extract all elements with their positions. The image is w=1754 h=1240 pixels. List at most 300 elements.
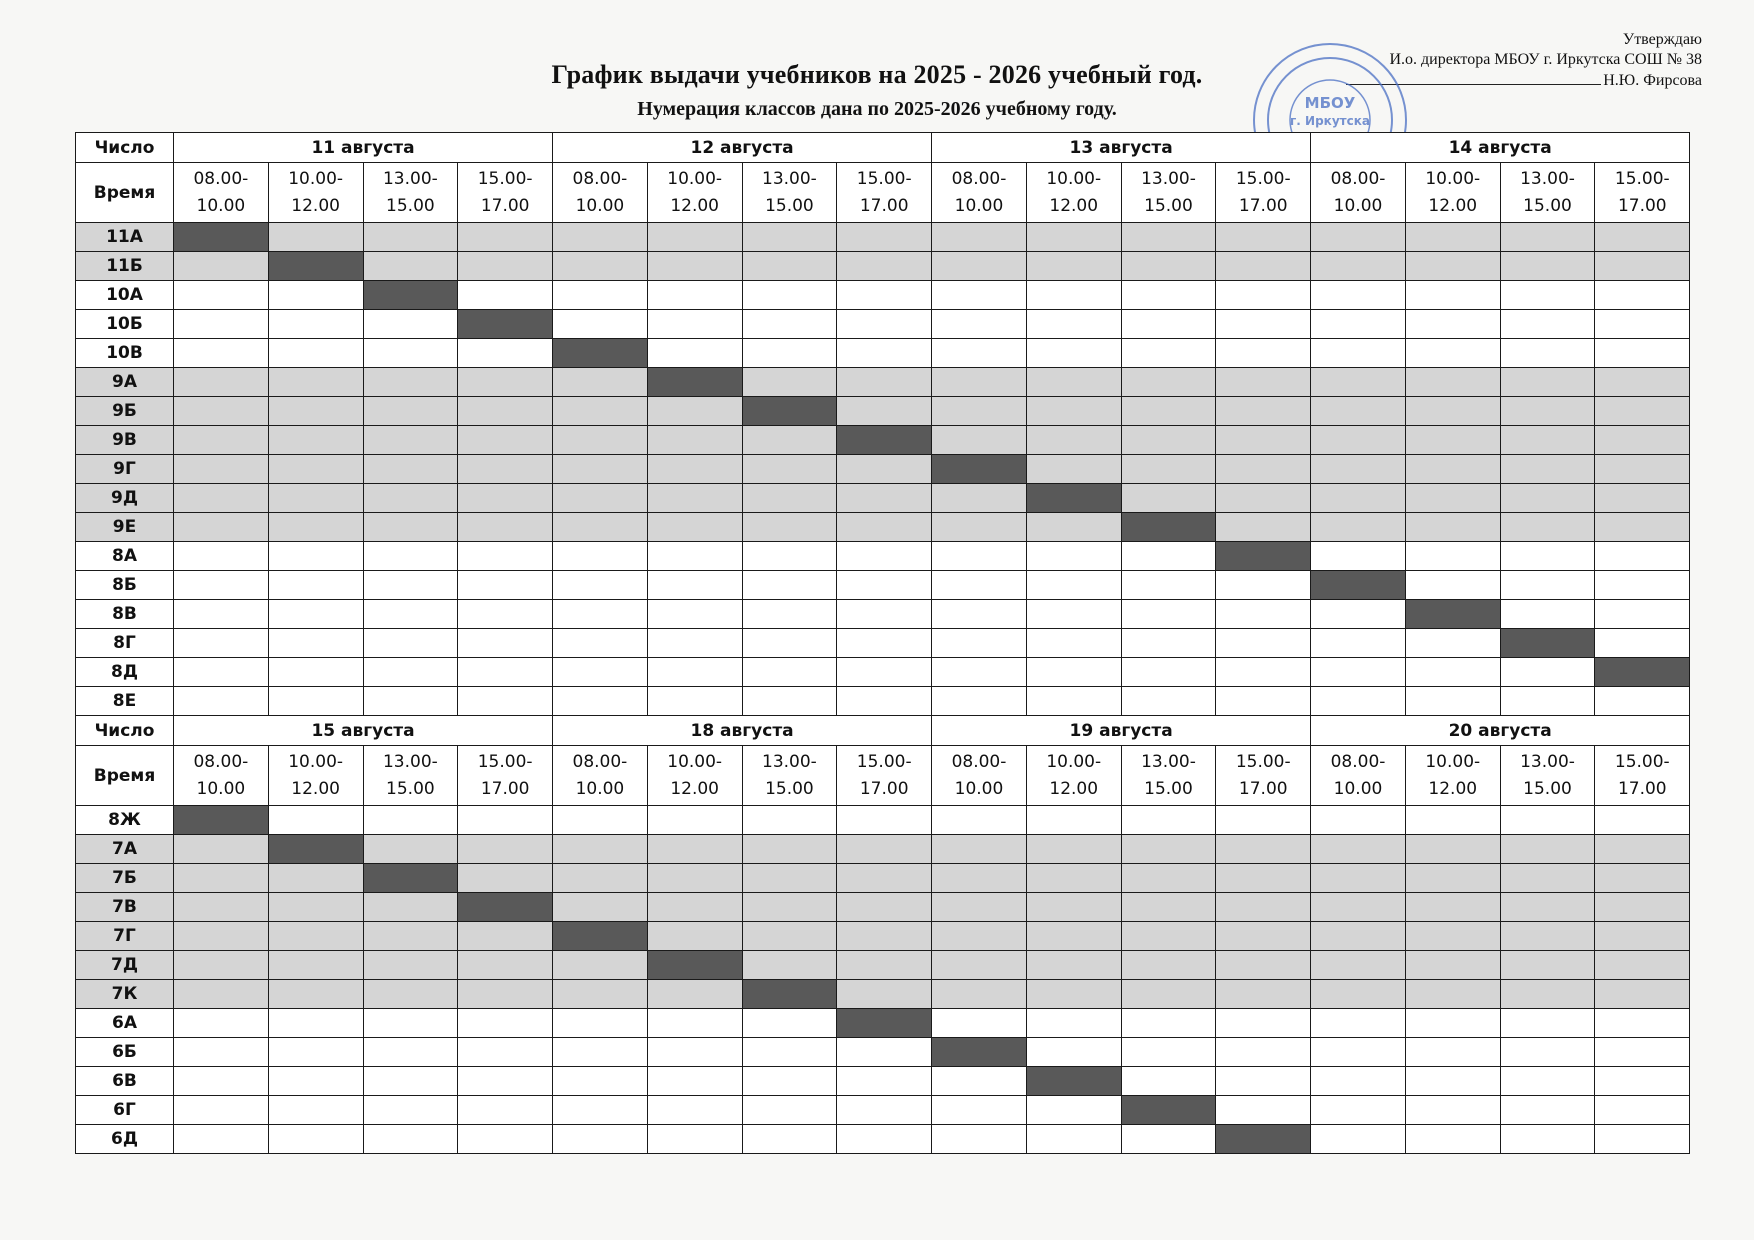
issue-slot-empty: [174, 397, 269, 426]
issue-slot-empty: [363, 1067, 458, 1096]
issue-slot-empty: [1405, 455, 1500, 484]
issue-slot-empty: [1500, 513, 1595, 542]
issue-slot-empty: [1405, 951, 1500, 980]
issue-slot-empty: [1405, 397, 1500, 426]
issue-slot-empty: [1405, 922, 1500, 951]
time-slot-end: 17.00: [1238, 195, 1288, 216]
issue-slot-empty: [1405, 1038, 1500, 1067]
time-slot-cell: [174, 746, 269, 806]
issue-slot-empty: [363, 980, 458, 1009]
issue-slot-empty: [458, 835, 553, 864]
issue-slot-filled: [1121, 1096, 1216, 1125]
time-slot-cell: [174, 163, 269, 223]
issue-slot-empty: [837, 252, 932, 281]
issue-slot-empty: [268, 806, 363, 835]
issue-slot-empty: [458, 339, 553, 368]
issue-slot-empty: [1595, 687, 1690, 716]
issue-slot-empty: [932, 339, 1027, 368]
time-slot-cell: [458, 746, 553, 806]
time-slot-start: 08.00-: [193, 168, 249, 189]
time-slot-start: 15.00-: [1235, 168, 1291, 189]
issue-slot-empty: [1026, 397, 1121, 426]
issue-slot-empty: [932, 252, 1027, 281]
issue-slot-empty: [458, 368, 553, 397]
time-slot-cell: [932, 163, 1027, 223]
issue-slot-empty: [553, 571, 648, 600]
issue-slot-empty: [553, 1067, 648, 1096]
issue-slot-empty: [553, 980, 648, 1009]
issue-slot-empty: [1026, 980, 1121, 1009]
issue-slot-empty: [1500, 223, 1595, 252]
class-row: [76, 426, 1690, 455]
issue-slot-empty: [1026, 455, 1121, 484]
issue-slot-empty: [553, 397, 648, 426]
issue-slot-empty: [553, 484, 648, 513]
issue-slot-empty: [742, 1096, 837, 1125]
time-slot-start: 15.00-: [477, 751, 533, 772]
issue-slot-empty: [1405, 368, 1500, 397]
issue-slot-empty: [932, 806, 1027, 835]
issue-slot-empty: [1595, 600, 1690, 629]
issue-slot-empty: [837, 600, 932, 629]
issue-slot-empty: [1500, 1067, 1595, 1096]
issue-slot-empty: [1595, 1009, 1690, 1038]
issue-slot-empty: [1216, 252, 1311, 281]
issue-slot-empty: [363, 368, 458, 397]
issue-slot-empty: [647, 281, 742, 310]
time-label: Время: [76, 746, 174, 806]
issue-slot-empty: [1026, 310, 1121, 339]
time-slot-start: 08.00-: [193, 751, 249, 772]
issue-slot-empty: [1121, 571, 1216, 600]
issue-slot-empty: [1026, 951, 1121, 980]
issue-slot-empty: [458, 513, 553, 542]
issue-slot-empty: [1595, 835, 1690, 864]
class-label: 6Б: [76, 1038, 174, 1067]
class-row: [76, 922, 1690, 951]
class-label: 6Д: [76, 1125, 174, 1154]
issue-slot-empty: [1216, 893, 1311, 922]
issue-slot-empty: [1026, 1096, 1121, 1125]
issue-slot-empty: [1311, 455, 1406, 484]
class-row: [76, 484, 1690, 513]
issue-slot-empty: [932, 629, 1027, 658]
class-row: [76, 252, 1690, 281]
issue-slot-empty: [363, 310, 458, 339]
issue-slot-empty: [837, 629, 932, 658]
issue-slot-empty: [363, 223, 458, 252]
issue-slot-empty: [1500, 980, 1595, 1009]
time-slot-end: 10.00: [196, 778, 246, 799]
issue-slot-empty: [174, 252, 269, 281]
issue-slot-empty: [1216, 397, 1311, 426]
issue-slot-empty: [932, 658, 1027, 687]
issue-slot-empty: [1311, 600, 1406, 629]
date-header-row: [76, 133, 1690, 163]
issue-slot-empty: [1595, 513, 1690, 542]
issue-slot-empty: [742, 542, 837, 571]
issue-slot-empty: [1311, 806, 1406, 835]
issue-slot-empty: [1595, 1038, 1690, 1067]
issue-slot-empty: [932, 542, 1027, 571]
issue-slot-filled: [553, 339, 648, 368]
issue-slot-empty: [932, 951, 1027, 980]
time-slot-cell: [837, 163, 932, 223]
issue-slot-empty: [268, 1125, 363, 1154]
time-slot-start: 10.00-: [667, 168, 723, 189]
issue-slot-empty: [363, 426, 458, 455]
issue-slot-empty: [174, 281, 269, 310]
issue-slot-empty: [458, 629, 553, 658]
issue-slot-empty: [1500, 571, 1595, 600]
issue-slot-empty: [1026, 223, 1121, 252]
issue-slot-empty: [363, 1009, 458, 1038]
issue-slot-empty: [363, 1038, 458, 1067]
issue-slot-empty: [647, 658, 742, 687]
issue-slot-empty: [1216, 223, 1311, 252]
class-label: 8В: [76, 600, 174, 629]
issue-slot-empty: [458, 922, 553, 951]
issue-slot-empty: [1026, 600, 1121, 629]
issue-slot-empty: [1405, 339, 1500, 368]
issue-slot-empty: [1595, 1096, 1690, 1125]
issue-slot-empty: [458, 571, 553, 600]
issue-slot-empty: [1595, 542, 1690, 571]
time-slot-end: 12.00: [1049, 778, 1099, 799]
issue-slot-empty: [1405, 1096, 1500, 1125]
issue-slot-empty: [553, 1125, 648, 1154]
issue-slot-empty: [647, 252, 742, 281]
class-label: 8А: [76, 542, 174, 571]
class-label: 8Д: [76, 658, 174, 687]
issue-slot-empty: [1500, 281, 1595, 310]
issue-slot-empty: [174, 484, 269, 513]
issue-slot-empty: [1595, 310, 1690, 339]
issue-slot-empty: [1500, 339, 1595, 368]
issue-slot-empty: [458, 1125, 553, 1154]
issue-slot-empty: [1311, 922, 1406, 951]
issue-slot-empty: [837, 687, 932, 716]
class-row: [76, 980, 1690, 1009]
issue-slot-empty: [1595, 980, 1690, 1009]
issue-slot-filled: [932, 1038, 1027, 1067]
issue-slot-empty: [1405, 281, 1500, 310]
issue-slot-empty: [647, 339, 742, 368]
issue-slot-empty: [1405, 893, 1500, 922]
issue-slot-empty: [174, 600, 269, 629]
issue-slot-empty: [647, 484, 742, 513]
date-cell: 11 августа: [174, 133, 553, 163]
issue-slot-empty: [837, 397, 932, 426]
issue-slot-empty: [174, 893, 269, 922]
issue-slot-empty: [553, 600, 648, 629]
issue-slot-empty: [174, 1067, 269, 1096]
issue-slot-empty: [1595, 951, 1690, 980]
issue-slot-empty: [458, 542, 553, 571]
date-header-row: [76, 716, 1690, 746]
issue-slot-empty: [742, 484, 837, 513]
issue-slot-empty: [268, 484, 363, 513]
time-slot-start: 10.00-: [1425, 751, 1481, 772]
issue-slot-empty: [1405, 1125, 1500, 1154]
issue-slot-filled: [837, 1009, 932, 1038]
issue-slot-empty: [932, 1067, 1027, 1096]
time-slot-start: 10.00-: [288, 751, 344, 772]
class-row: [76, 339, 1690, 368]
issue-slot-empty: [932, 980, 1027, 1009]
issue-slot-filled: [647, 951, 742, 980]
issue-slot-empty: [268, 397, 363, 426]
issue-slot-empty: [932, 513, 1027, 542]
issue-slot-empty: [647, 922, 742, 951]
issue-slot-empty: [1405, 1067, 1500, 1096]
issue-slot-empty: [1595, 281, 1690, 310]
time-slot-cell: [647, 163, 742, 223]
issue-slot-filled: [268, 252, 363, 281]
issue-slot-empty: [837, 893, 932, 922]
issue-slot-empty: [553, 687, 648, 716]
issue-slot-empty: [932, 368, 1027, 397]
issue-slot-empty: [268, 542, 363, 571]
issue-slot-empty: [1216, 1038, 1311, 1067]
time-slot-start: 15.00-: [477, 168, 533, 189]
issue-slot-empty: [1405, 426, 1500, 455]
issue-slot-empty: [1405, 629, 1500, 658]
issue-slot-empty: [553, 368, 648, 397]
time-slot-cell: [1595, 163, 1690, 223]
issue-slot-empty: [1121, 1067, 1216, 1096]
issue-slot-empty: [174, 864, 269, 893]
issue-slot-empty: [742, 951, 837, 980]
issue-slot-filled: [932, 455, 1027, 484]
issue-slot-empty: [363, 339, 458, 368]
issue-slot-empty: [742, 426, 837, 455]
issue-slot-empty: [837, 1067, 932, 1096]
issue-slot-empty: [1121, 1038, 1216, 1067]
date-cell: 20 августа: [1311, 716, 1690, 746]
class-label: 8Г: [76, 629, 174, 658]
issue-slot-empty: [1216, 1096, 1311, 1125]
issue-slot-empty: [1595, 455, 1690, 484]
issue-slot-empty: [1216, 951, 1311, 980]
time-slot-end: 12.00: [1428, 778, 1478, 799]
issue-slot-empty: [1121, 426, 1216, 455]
issue-slot-empty: [647, 893, 742, 922]
issue-slot-empty: [1595, 806, 1690, 835]
issue-slot-empty: [932, 687, 1027, 716]
issue-slot-empty: [1405, 484, 1500, 513]
issue-slot-empty: [1500, 658, 1595, 687]
issue-slot-filled: [1216, 542, 1311, 571]
issue-slot-empty: [1026, 339, 1121, 368]
time-slot-cell: [1311, 163, 1406, 223]
class-row: [76, 806, 1690, 835]
issue-slot-empty: [458, 455, 553, 484]
issue-slot-empty: [647, 223, 742, 252]
issue-slot-empty: [1216, 484, 1311, 513]
issue-slot-empty: [1121, 252, 1216, 281]
issue-slot-empty: [1121, 223, 1216, 252]
issue-slot-empty: [647, 864, 742, 893]
issue-slot-empty: [1216, 1009, 1311, 1038]
issue-slot-empty: [1500, 368, 1595, 397]
issue-slot-empty: [1216, 426, 1311, 455]
issue-slot-empty: [932, 397, 1027, 426]
class-row: [76, 893, 1690, 922]
issue-slot-empty: [932, 426, 1027, 455]
issue-slot-empty: [1026, 252, 1121, 281]
issue-slot-empty: [363, 922, 458, 951]
time-slot-end: 10.00: [575, 195, 625, 216]
time-slot-cell: [553, 163, 648, 223]
time-header-row: [76, 746, 1690, 806]
time-slot-start: 13.00-: [762, 168, 817, 189]
issue-slot-empty: [174, 426, 269, 455]
time-slot-cell: [1026, 163, 1121, 223]
issue-slot-empty: [1026, 629, 1121, 658]
issue-slot-empty: [1311, 864, 1406, 893]
issue-slot-empty: [742, 629, 837, 658]
issue-slot-empty: [458, 1096, 553, 1125]
time-slot-start: 15.00-: [1235, 751, 1291, 772]
time-slot-cell: [553, 746, 648, 806]
issue-slot-empty: [268, 629, 363, 658]
issue-slot-empty: [742, 223, 837, 252]
time-slot-start: 10.00-: [1425, 168, 1481, 189]
issue-slot-filled: [363, 864, 458, 893]
issue-slot-empty: [1216, 629, 1311, 658]
issue-slot-empty: [837, 980, 932, 1009]
class-row: [76, 1125, 1690, 1154]
issue-slot-empty: [174, 339, 269, 368]
issue-slot-empty: [1121, 1125, 1216, 1154]
issue-slot-empty: [553, 1009, 648, 1038]
class-row: [76, 542, 1690, 571]
issue-slot-empty: [837, 1038, 932, 1067]
date-label: Число: [76, 716, 174, 746]
issue-slot-empty: [174, 922, 269, 951]
issue-slot-empty: [363, 542, 458, 571]
issue-slot-empty: [1121, 864, 1216, 893]
class-label: 9Г: [76, 455, 174, 484]
issue-slot-empty: [932, 864, 1027, 893]
time-slot-cell: [1405, 163, 1500, 223]
issue-slot-empty: [932, 1096, 1027, 1125]
issue-slot-empty: [553, 310, 648, 339]
issue-slot-empty: [174, 687, 269, 716]
class-row: [76, 310, 1690, 339]
issue-slot-empty: [647, 571, 742, 600]
issue-slot-filled: [1500, 629, 1595, 658]
time-slot-end: 17.00: [480, 195, 530, 216]
issue-slot-empty: [1026, 426, 1121, 455]
issue-slot-empty: [458, 864, 553, 893]
issue-slot-empty: [1500, 1038, 1595, 1067]
time-slot-start: 13.00-: [1520, 751, 1575, 772]
issue-slot-empty: [458, 806, 553, 835]
issue-slot-filled: [1595, 658, 1690, 687]
issue-slot-empty: [1405, 1009, 1500, 1038]
issue-slot-empty: [458, 252, 553, 281]
issue-slot-empty: [268, 1096, 363, 1125]
issue-slot-empty: [1026, 1125, 1121, 1154]
time-slot-cell: [1595, 746, 1690, 806]
issue-slot-empty: [742, 1125, 837, 1154]
issue-slot-empty: [1311, 310, 1406, 339]
issue-slot-empty: [268, 922, 363, 951]
issue-slot-empty: [1026, 864, 1121, 893]
time-slot-end: 10.00: [1333, 195, 1383, 216]
issue-slot-empty: [268, 1009, 363, 1038]
issue-slot-empty: [363, 806, 458, 835]
time-slot-cell: [268, 163, 363, 223]
class-label: 6В: [76, 1067, 174, 1096]
issue-slot-empty: [837, 542, 932, 571]
issue-slot-empty: [1500, 542, 1595, 571]
time-slot-cell: [363, 746, 458, 806]
issue-slot-empty: [1311, 281, 1406, 310]
class-row: [76, 455, 1690, 484]
issue-slot-empty: [1026, 281, 1121, 310]
issue-slot-empty: [553, 1096, 648, 1125]
class-label: 9Б: [76, 397, 174, 426]
issue-slot-empty: [932, 893, 1027, 922]
issue-slot-empty: [1405, 806, 1500, 835]
class-label: 6А: [76, 1009, 174, 1038]
time-slot-end: 17.00: [859, 778, 909, 799]
issue-slot-empty: [1216, 806, 1311, 835]
issue-slot-empty: [1500, 455, 1595, 484]
issue-slot-filled: [1026, 1067, 1121, 1096]
issue-slot-empty: [1121, 368, 1216, 397]
time-slot-cell: [1500, 746, 1595, 806]
time-slot-end: 17.00: [1617, 778, 1667, 799]
class-label: 8Б: [76, 571, 174, 600]
time-slot-end: 17.00: [480, 778, 530, 799]
issue-slot-empty: [1500, 484, 1595, 513]
issue-slot-empty: [268, 426, 363, 455]
issue-slot-empty: [1216, 600, 1311, 629]
issue-slot-empty: [268, 1067, 363, 1096]
issue-slot-filled: [458, 310, 553, 339]
issue-slot-empty: [1595, 893, 1690, 922]
issue-slot-empty: [363, 687, 458, 716]
issue-slot-empty: [363, 893, 458, 922]
issue-slot-empty: [458, 223, 553, 252]
class-row: [76, 835, 1690, 864]
issue-slot-empty: [268, 864, 363, 893]
issue-slot-empty: [174, 1038, 269, 1067]
issue-slot-empty: [1500, 893, 1595, 922]
issue-slot-empty: [363, 397, 458, 426]
time-slot-end: 15.00: [1523, 778, 1572, 799]
issue-slot-empty: [647, 1009, 742, 1038]
issue-slot-empty: [1216, 310, 1311, 339]
issue-slot-empty: [174, 658, 269, 687]
issue-slot-empty: [1311, 893, 1406, 922]
issue-slot-empty: [837, 281, 932, 310]
issue-slot-empty: [932, 484, 1027, 513]
issue-slot-empty: [268, 368, 363, 397]
issue-slot-empty: [1500, 426, 1595, 455]
class-row: [76, 1038, 1690, 1067]
time-slot-start: 15.00-: [1614, 168, 1670, 189]
time-slot-cell: [1216, 746, 1311, 806]
issue-slot-empty: [1121, 835, 1216, 864]
issue-slot-empty: [1121, 281, 1216, 310]
approval-heading: Утверждаю: [1622, 31, 1702, 48]
issue-slot-empty: [1026, 806, 1121, 835]
